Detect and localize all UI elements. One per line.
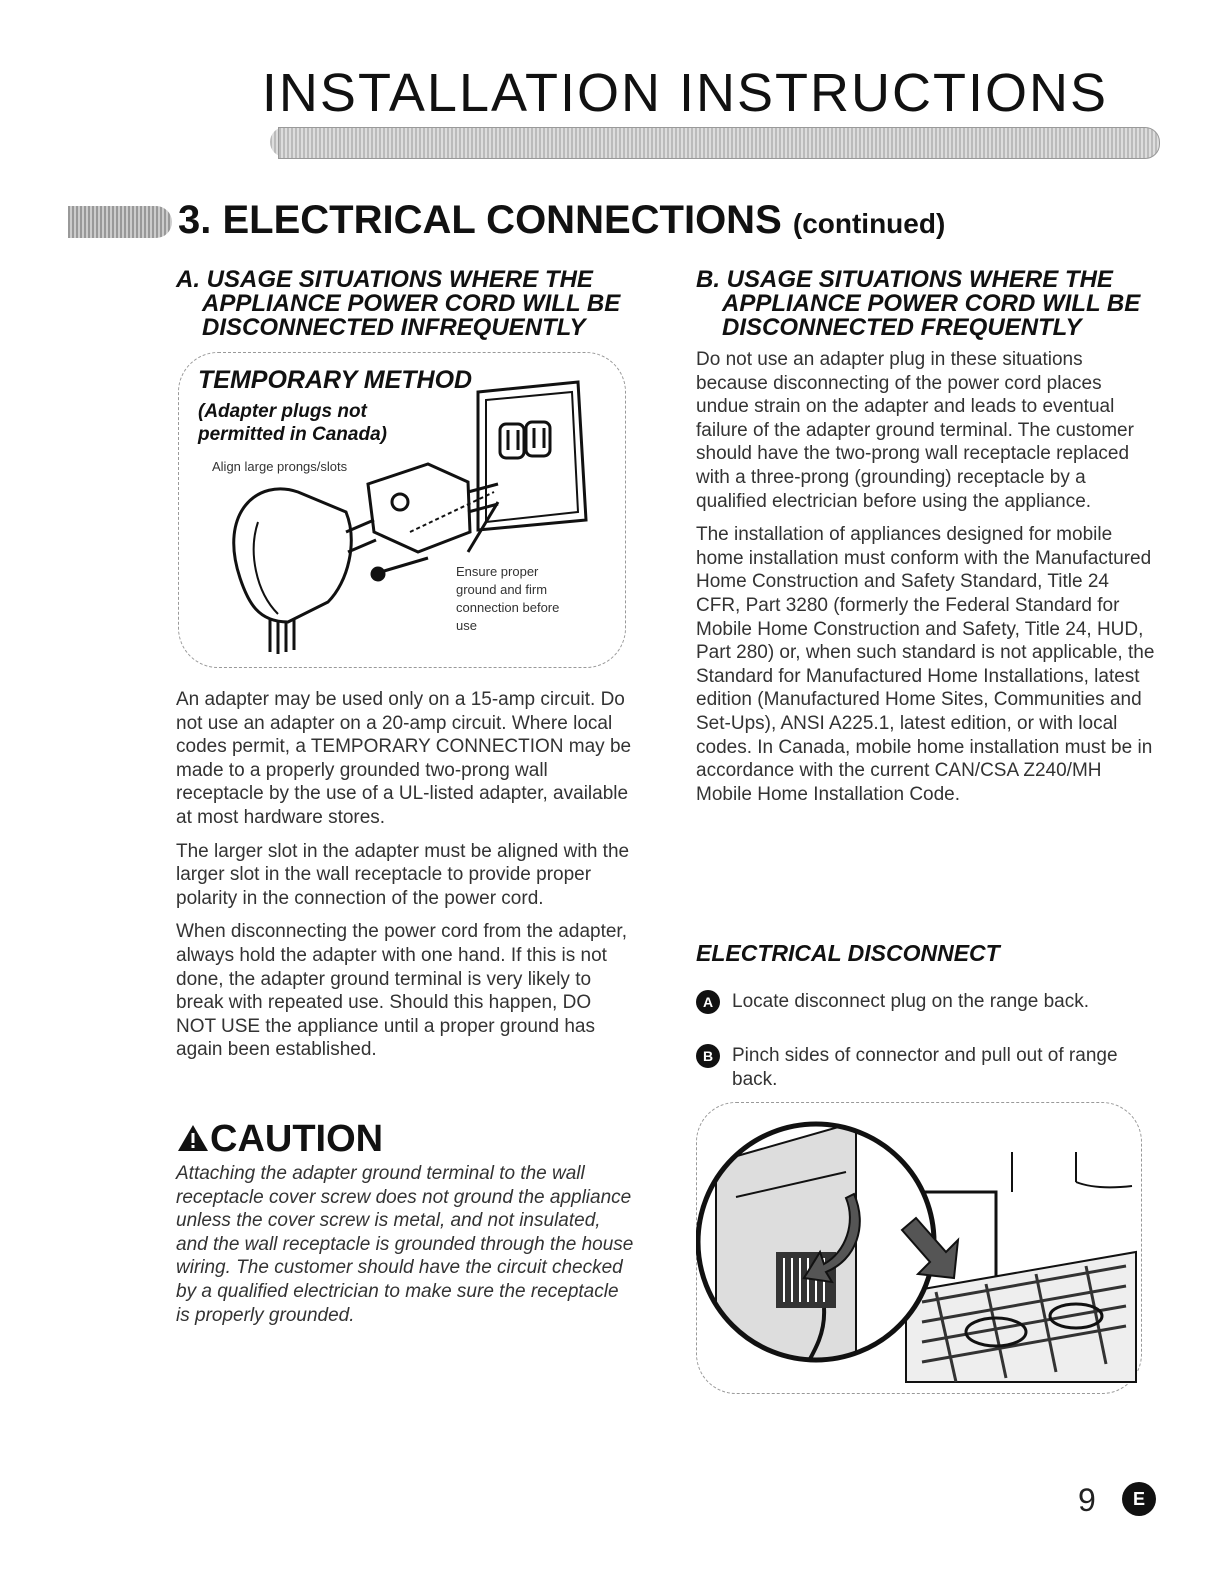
connector-closeup-icon	[698, 1122, 934, 1392]
electrical-disconnect-heading: ELECTRICAL DISCONNECT	[696, 940, 1000, 966]
figure-title: TEMPORARY METHOD	[198, 366, 473, 394]
warning-triangle-icon	[176, 1123, 210, 1153]
subhead-b-letter: B.	[696, 266, 720, 293]
step-a	[696, 990, 1156, 1014]
step-b-badge-icon: B	[696, 1044, 720, 1068]
subhead-a-line-3: DISCONNECTED INFREQUENTLY	[202, 314, 586, 341]
caution-heading	[176, 1118, 383, 1161]
right-body-text	[696, 348, 1156, 816]
range-disconnect-illustration	[696, 1102, 1140, 1392]
step-a-text: Locate disconnect plug on the range back.	[732, 991, 1090, 1012]
section-heading	[178, 198, 945, 243]
section-continued: (continued)	[792, 208, 946, 239]
right-paragraph-1: Do not use an adapter plug in these situations because disconnecting of the power cord places undue strain on the adapter and leads to eventual failure of the adapter ground terminal. The customer should have the two-prong wall receptacle replaced with a three-prong (grounding) receptacle by a qualified electrician before using the appliance.	[696, 349, 1134, 512]
caution-label: CAUTION	[210, 1118, 384, 1160]
subhead-a-letter: A.	[176, 266, 200, 293]
ensure-note-line-4: use	[456, 618, 477, 633]
subhead-b-line-1: USAGE SITUATIONS WHERE THE	[726, 266, 1113, 293]
page-title: INSTALLATION INSTRUCTIONS	[261, 63, 1108, 123]
left-paragraph-3: When disconnecting the power cord from the adapter, always hold the adapter with one hand. If this is not done, the adapter ground terminal is very likely to break with repeated use. Should this happen, DO NOT USE the appliance until a proper ground has again been established.	[176, 921, 627, 1061]
figure-subtitle-line-1: (Adapter plugs not	[198, 401, 367, 422]
caution-text: Attaching the adapter ground terminal to the wall receptacle cover screw does not ground the appliance unless the cover screw is metal, and not insulated, and the wall receptacle is grounded through the house wiring. The customer should have the circuit checked by a qualified electrician to make sure the receptacle is properly grounded.	[176, 1163, 634, 1326]
subhead-b-line-3: DISCONNECTED FREQUENTLY	[722, 314, 1082, 341]
section-title: 3. ELECTRICAL CONNECTIONS	[178, 198, 782, 242]
adapter-plug-illustration	[178, 352, 624, 666]
left-paragraph-2: The larger slot in the adapter must be aligned with the larger slot in the wall receptacle to provide proper polarity in the connection of the power cord.	[176, 840, 630, 909]
ensure-note-line-2: ground and firm	[456, 582, 548, 597]
subhead-a-line-1: USAGE SITUATIONS WHERE THE	[206, 266, 593, 293]
page-number: 9	[1078, 1482, 1096, 1518]
ensure-note-line-3: connection before	[456, 600, 560, 615]
subhead-b	[696, 268, 1140, 340]
language-logo-icon: E	[1122, 1482, 1156, 1516]
right-paragraph-2: The installation of appliances designed for mobile home installation must conform with the Manufactured Home Construction and Safety Standard, Title 24 CFR, Part 3280 (formerly the Federal Standard for Mobile Home Construction and Safety, Title 24, HUD, Part 280) or, when such standard is not applicable, the Standard for Manufactured Home Installations, latest edition (Manufactured Home Sites, Communities and Set-Ups), ANSI A225.1, latest edition, or with local codes. In Canada, mobile home installation must be in accordance with the current CAN/CSA Z240/MH Mobile Home Installation Code.	[696, 524, 1155, 805]
title-bar-decoration	[278, 127, 1160, 159]
left-paragraph-1: An adapter may be used only on a 15-amp circuit. Do not use an adapter on a 20-amp circuit. Where local codes permit, a TEMPORARY CONNECTION may be made to a properly grounded two-prong wall receptacle by the use of a UL-listed adapter, available at most hardware stores.	[176, 689, 632, 828]
figure-subtitle-line-2: permitted in Canada)	[198, 424, 387, 445]
left-body-text	[176, 688, 636, 1072]
ensure-note-line-1: Ensure proper	[456, 564, 539, 579]
section-pill-decoration	[68, 206, 172, 238]
subhead-b-line-2: APPLIANCE POWER CORD WILL BE	[722, 290, 1141, 317]
power-plug-icon	[234, 489, 376, 654]
align-prongs-note: Align large prongs/slots	[212, 459, 348, 474]
step-b	[696, 1044, 1156, 1091]
subhead-a	[176, 268, 620, 340]
step-a-badge-icon: A	[696, 990, 720, 1014]
step-b-text: Pinch sides of connector and pull out of range back.	[732, 1045, 1118, 1090]
subhead-a-line-2: APPLIANCE POWER CORD WILL BE	[202, 290, 621, 317]
